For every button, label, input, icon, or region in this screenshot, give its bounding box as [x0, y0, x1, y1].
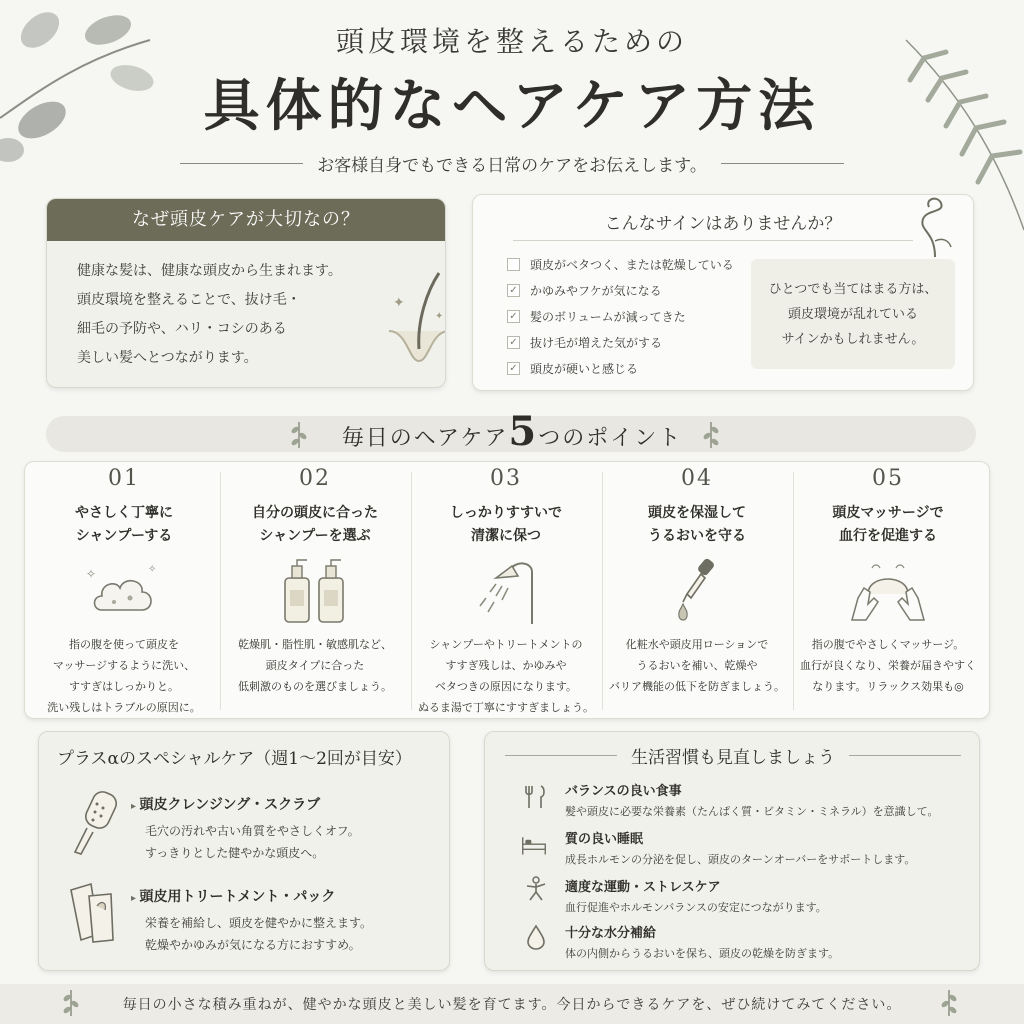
- desc-line: 栄養を補給し、頭皮を健やかに整えます。: [145, 916, 373, 930]
- sign-item-label: 髪のボリュームが減ってきた: [530, 309, 686, 324]
- special-care-item-title: ▸ 頭皮用トリートメント・パック: [131, 889, 336, 905]
- svg-text:✦: ✦: [393, 295, 405, 311]
- shower-icon: [466, 558, 546, 626]
- header-subtitle: 頭皮環境を整えるための: [335, 25, 688, 58]
- sign-item[interactable]: [507, 306, 686, 326]
- swirl-sprig-icon: [905, 191, 965, 261]
- point-description: [602, 634, 792, 697]
- points-heading-pre: 毎日のヘアケア: [341, 426, 509, 451]
- point-title: [793, 502, 983, 548]
- cutlery-icon: [523, 784, 549, 810]
- point-title-line: シャンプーする: [75, 528, 173, 544]
- desc-line: 指の腹を使って頭皮を: [69, 638, 179, 651]
- page-title: 具体的なヘアケア方法: [203, 73, 821, 139]
- why-line: 頭皮環境を整えることで、抜け毛・: [77, 292, 301, 308]
- special-care-card: [38, 731, 450, 971]
- shampoo-bottles-icon: [275, 558, 355, 626]
- point-title-line: うるおいを守る: [648, 528, 746, 544]
- desc-line: 乾燥肌・脂性肌・敏感肌など、: [238, 638, 392, 651]
- why-heading: なぜ頭皮ケアが大切なの？: [47, 199, 445, 241]
- point-number: 05: [872, 466, 904, 491]
- sign-item[interactable]: [507, 358, 638, 378]
- point-title-line: しっかりすすいで: [449, 505, 563, 521]
- lifestyle-item-title: 十分な水分補給: [565, 926, 657, 941]
- lifestyle-item-desc: 血行促進やホルモンバランスの安定につながります。: [565, 901, 827, 914]
- signs-note: [751, 259, 955, 369]
- desc-line: ベタつきの原因になります。: [434, 680, 578, 693]
- point-title: [220, 502, 410, 548]
- lifestyle-item: [565, 828, 915, 867]
- checkbox[interactable]: [507, 258, 520, 271]
- lifestyle-item-title: 質の良い睡眠: [565, 832, 644, 847]
- note-line: 頭皮環境が乱れている: [787, 307, 918, 322]
- lifestyle-item-desc: 髪や頭皮に必要な栄養素（たんぱく質・ビタミン・ミネラル）を意識して。: [565, 805, 939, 818]
- lifestyle-card: [484, 731, 980, 971]
- points-heading-post: つのポイント: [538, 426, 683, 451]
- desc-line: 低刺激のものを選びましょう。: [238, 680, 392, 693]
- special-care-desc: [145, 912, 372, 956]
- why-scalp-care-card: [46, 198, 446, 388]
- divider: [180, 163, 303, 164]
- divider: [505, 755, 617, 756]
- point-item: [29, 462, 219, 720]
- checkbox[interactable]: ✓: [507, 310, 520, 323]
- dropper-icon: [657, 558, 737, 626]
- desc-line: 毛穴の汚れや古い角質をやさしくオフ。: [145, 824, 360, 838]
- why-line: 美しい髪へとつながります。: [77, 350, 258, 366]
- desc-line: バリア機能の低下を防ぎましょう。: [609, 680, 785, 693]
- exercise-icon: [523, 876, 549, 902]
- lifestyle-heading: 生活習慣も見直しましょう: [631, 747, 835, 768]
- special-care-item: [131, 886, 372, 956]
- points-heading-number: 5: [508, 408, 539, 455]
- sign-item-label: かゆみやフケが気になる: [530, 283, 662, 298]
- point-title-line: 清潔に保つ: [471, 528, 541, 544]
- divider: [721, 163, 844, 164]
- desc-line: うるおいを補い、乾燥や: [636, 659, 758, 672]
- lifestyle-item-desc: 体の内側からうるおいを保ち、頭皮の乾燥を防ぎます。: [565, 947, 840, 960]
- special-care-desc: [145, 820, 360, 864]
- point-title-line: シャンプーを選ぶ: [259, 528, 371, 544]
- points-heading: [0, 408, 1024, 455]
- special-care-item-title: ▸ 頭皮クレンジング・スクラブ: [131, 797, 321, 813]
- why-line: 健康な髪は、健康な頭皮から生まれます。: [77, 263, 342, 279]
- lifestyle-item: [565, 780, 938, 819]
- point-item: [793, 462, 983, 720]
- desc-line: 頭皮タイプに合った: [265, 659, 365, 672]
- special-care-title-text: 頭皮用トリートメント・パック: [139, 889, 336, 905]
- note-line: サインかもしれません。: [781, 332, 925, 347]
- point-number: 01: [108, 466, 140, 491]
- desc-line: すすぎはしっかりと。: [68, 680, 180, 693]
- svg-text:✧: ✧: [148, 564, 157, 575]
- point-title-line: 血行を促進する: [839, 528, 937, 544]
- point-description: [29, 634, 219, 718]
- desc-line: 乾燥やかゆみが気になる方におすすめ。: [145, 938, 361, 952]
- why-line: 細毛の予防や、ハリ・コシのある: [77, 321, 287, 337]
- lifestyle-item-title: バランスの良い食事: [565, 784, 682, 799]
- bed-icon: [521, 832, 547, 858]
- sign-item-label: 頭皮が硬いと感じる: [530, 361, 639, 376]
- divider: [849, 755, 961, 756]
- signs-heading: こんなサインはありませんか？: [604, 214, 842, 234]
- desc-line: すっきりとした健やかな頭皮へ。: [145, 846, 325, 860]
- desc-line: ぬるま湯で丁寧にすすぎましょう。: [417, 701, 595, 714]
- massage-hands-icon: [848, 558, 928, 626]
- checkbox[interactable]: ✓: [507, 336, 520, 349]
- scalp-brush-icon: [67, 788, 123, 858]
- lifestyle-item-title: 適度な運動・ストレスケア: [565, 880, 721, 895]
- point-title: [602, 502, 792, 548]
- point-title-line: 頭皮を保湿して: [648, 505, 746, 521]
- checkbox[interactable]: ✓: [507, 284, 520, 297]
- sign-item[interactable]: [507, 254, 734, 274]
- point-title-line: やさしく丁寧に: [75, 505, 173, 521]
- desc-line: シャンプーやトリートメントの: [429, 638, 583, 651]
- point-number: 04: [681, 466, 713, 491]
- sign-item[interactable]: [507, 332, 662, 352]
- point-item: [602, 462, 792, 720]
- hair-follicle-icon: [387, 261, 446, 371]
- tubes-icon: [67, 880, 123, 946]
- lifestyle-item: [565, 922, 839, 961]
- desc-line: マッサージするように洗い、: [52, 659, 196, 672]
- point-title-line: 自分の頭皮に合った: [252, 505, 378, 521]
- desc-line: 指の腹でやさしくマッサージ。: [811, 638, 965, 651]
- desc-line: 化粧水や頭皮用ローションで: [625, 638, 769, 651]
- sign-item[interactable]: [507, 280, 662, 300]
- note-line: ひとつでも当てはまる方は、: [768, 282, 938, 297]
- desc-line: 洗い残しはトラブルの原因に。: [47, 701, 201, 714]
- svg-text:✦: ✦: [435, 311, 444, 322]
- desc-line: なります。リラックス効果も◎: [812, 680, 964, 693]
- divider: [513, 240, 913, 241]
- point-number: 03: [490, 466, 522, 491]
- point-title: [411, 502, 601, 548]
- lifestyle-item-desc: 成長ホルモンの分泌を促し、頭皮のターンオーバーをサポートします。: [565, 853, 916, 866]
- point-description: [220, 634, 410, 697]
- checkbox[interactable]: ✓: [507, 362, 520, 375]
- special-care-heading: プラスαのスペシャルケア（週1〜2回が目安）: [57, 749, 412, 769]
- five-points-card: [24, 461, 990, 719]
- desc-line: すすぎ残しは、かゆみや: [445, 659, 567, 672]
- point-item: [411, 462, 601, 720]
- point-number: 02: [299, 466, 331, 491]
- special-care-title-text: 頭皮クレンジング・スクラブ: [139, 797, 321, 813]
- tagline: お客様自身でもできる日常のケアをお伝えします。: [317, 155, 707, 176]
- point-title: [29, 502, 219, 548]
- water-drop-icon: [523, 924, 549, 950]
- sign-item-label: 抜け毛が増えた気がする: [530, 335, 663, 350]
- point-title-line: 頭皮マッサージで: [832, 505, 944, 521]
- footer-message: 毎日の小さな積み重ねが、健やかな頭皮と美しい髪を育てます。今日からできるケアを、ぜひ続けてみてください。: [122, 997, 902, 1013]
- warning-signs-card: [472, 194, 974, 391]
- tagline-row: [180, 150, 844, 176]
- sign-item-label: 頭皮がベタつく、または乾燥している: [530, 257, 734, 272]
- desc-line: 血行が良くなり、栄養が届きやすく: [800, 659, 976, 672]
- special-care-item: [131, 794, 360, 864]
- point-description: [411, 634, 601, 718]
- foam-icon: [84, 558, 164, 626]
- lifestyle-item: [565, 876, 827, 915]
- point-item: [220, 462, 410, 720]
- svg-text:✧: ✧: [86, 567, 97, 581]
- point-description: [793, 634, 983, 697]
- why-body: [47, 241, 445, 373]
- lifestyle-heading-row: [505, 742, 961, 768]
